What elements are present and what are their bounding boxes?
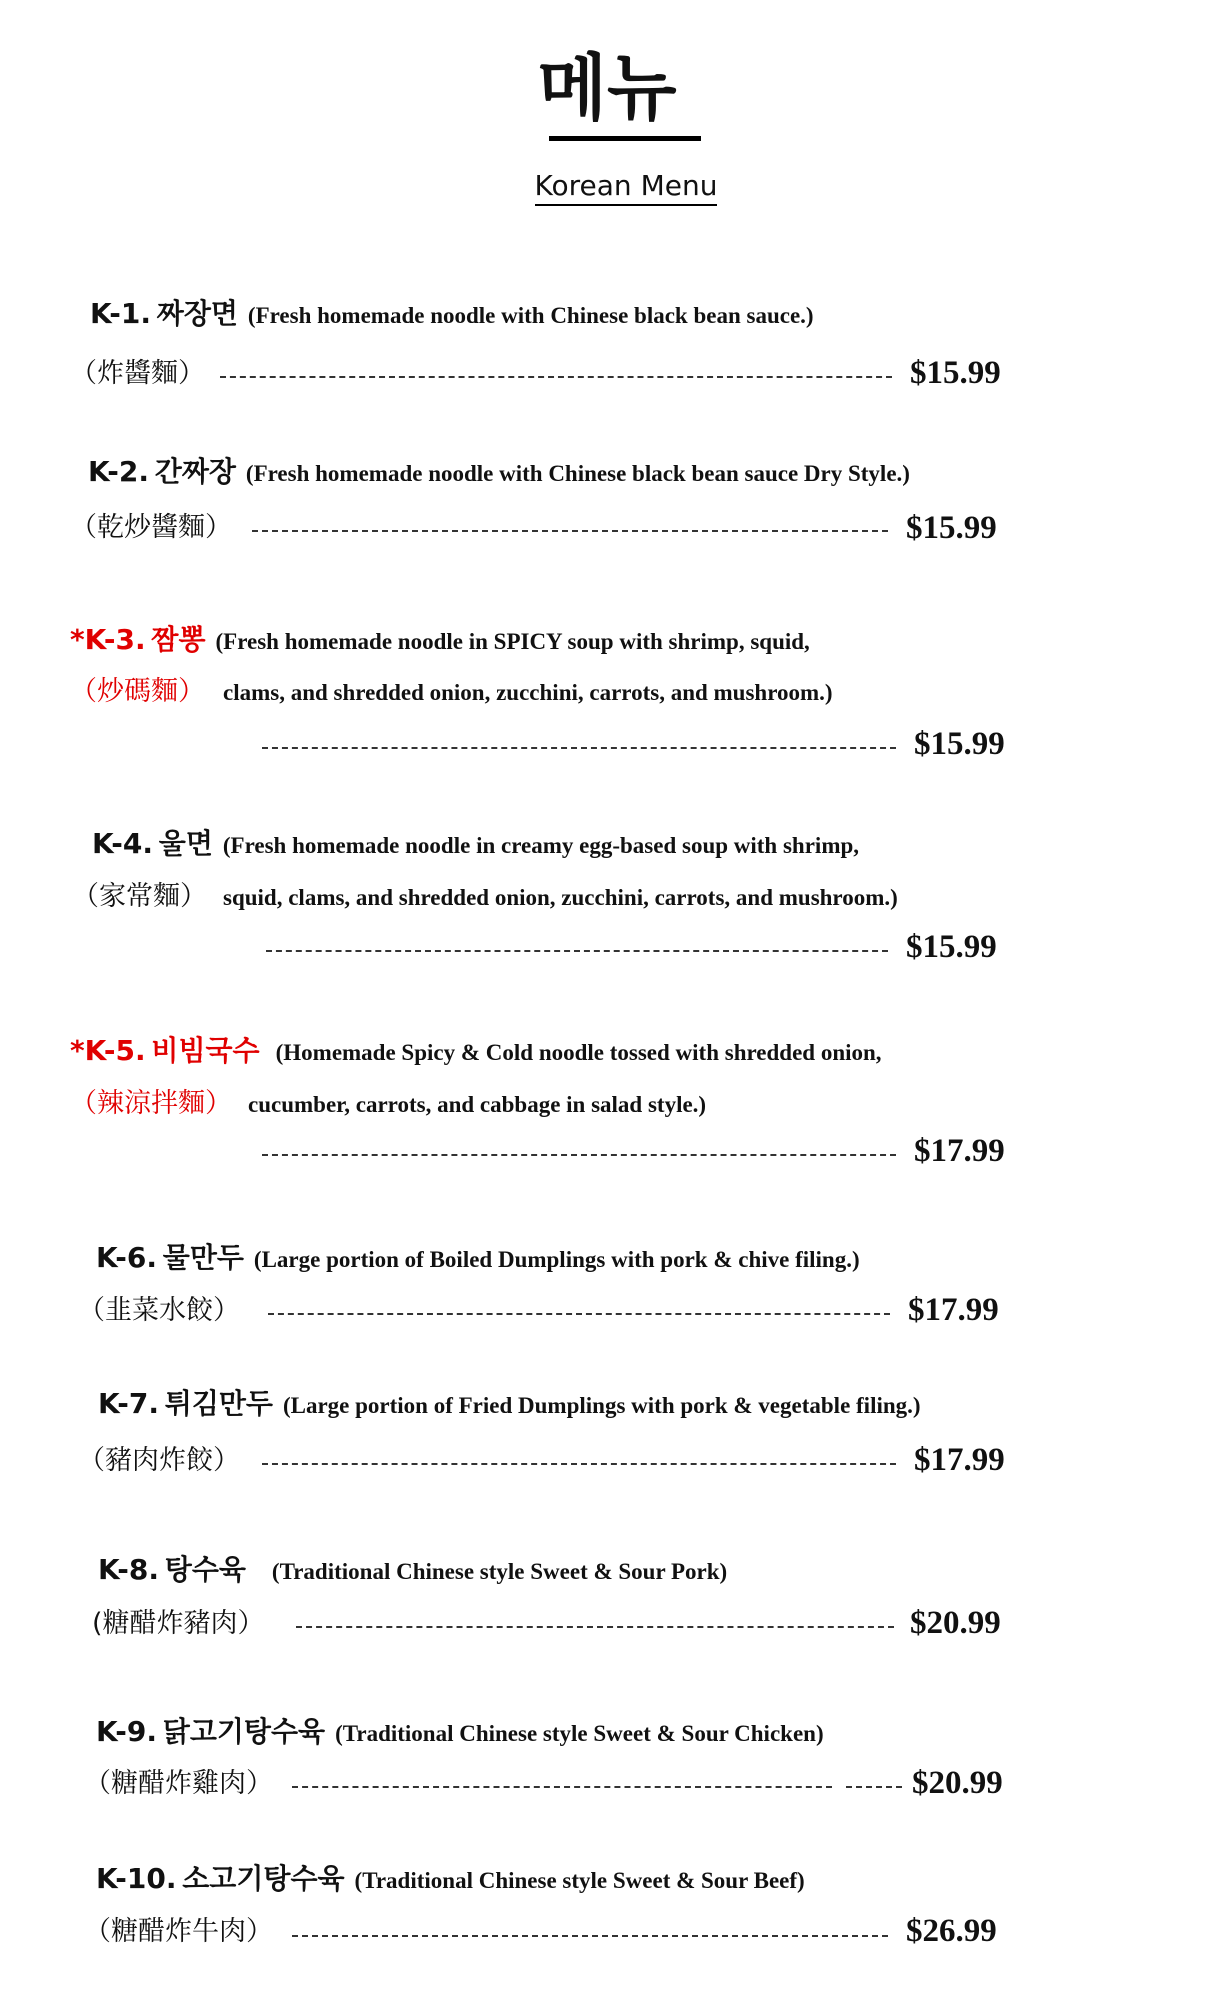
item-code: K-8. [98, 1553, 160, 1586]
item-k6-name-line [96, 1241, 860, 1274]
item-description-cont: squid, clams, and shredded onion, zucchini, carrots, and mushroom.) [223, 885, 898, 910]
item-chinese-name: （炒碼麵） [70, 676, 205, 707]
item-korean-name: 짜장면 [156, 297, 238, 330]
item-description: (Homemade Spicy & Cold noodle tossed with shredded onion, [275, 1040, 882, 1065]
item-k8-name-line [98, 1553, 728, 1586]
item-k6-chinese-name: （韭菜水餃） [78, 1295, 240, 1326]
item-code: K-10. [96, 1862, 177, 1895]
price-leader [268, 1313, 890, 1315]
item-code: K-9. [96, 1715, 158, 1748]
item-k2-name-line [88, 455, 910, 488]
item-korean-name: 비빔국수 [151, 1034, 260, 1067]
price-leader [262, 1463, 896, 1465]
item-code: K-4. [92, 827, 154, 860]
item-description: (Traditional Chinese style Sweet & Sour Beef) [354, 1868, 805, 1893]
item-k7-price: $17.99 [914, 1442, 1005, 1478]
item-korean-name: 짬뽕 [151, 623, 206, 656]
item-korean-name: 탕수육 [164, 1553, 246, 1586]
item-k2-chinese-name: （乾炒醬麵） [70, 512, 232, 543]
item-code: K-2. [88, 455, 150, 488]
item-k10-price: $26.99 [906, 1913, 997, 1949]
item-k5-name-line [70, 1034, 882, 1067]
item-code: K-7. [98, 1387, 160, 1420]
item-description: (Traditional Chinese style Sweet & Sour Chicken) [335, 1721, 824, 1746]
item-k4-name-line [92, 827, 860, 860]
price-leader [296, 1626, 894, 1628]
item-code: *K-3. [70, 623, 146, 656]
item-description: (Large portion of Boiled Dumplings with pork & chive filing.) [253, 1247, 860, 1272]
item-k1-price: $15.99 [910, 355, 1001, 391]
item-k10-name-line [96, 1862, 805, 1895]
title-underline [549, 136, 701, 141]
item-k10-chinese-name: （糖醋炸牛肉） [84, 1916, 273, 1947]
item-k5-price: $17.99 [914, 1133, 1005, 1169]
item-korean-name: 간짜장 [154, 455, 236, 488]
price-leader [262, 1154, 896, 1156]
item-korean-name: 닭고기탕수육 [162, 1715, 326, 1748]
item-k3-price: $15.99 [914, 726, 1005, 762]
menu-subtitle-text: Korean Menu [535, 169, 718, 206]
price-leader [846, 1786, 902, 1788]
price-leader [292, 1786, 832, 1788]
price-leader [262, 747, 896, 749]
item-k9-price: $20.99 [912, 1765, 1003, 1801]
item-k5-second-line [70, 1090, 706, 1117]
item-k4-second-line [72, 883, 898, 910]
item-description: (Fresh homemade noodle with Chinese black bean sauce.) [247, 303, 814, 328]
item-description: (Large portion of Fried Dumplings with pork & vegetable filing.) [282, 1393, 921, 1418]
item-code: K-6. [96, 1241, 158, 1274]
item-description-cont: cucumber, carrots, and cabbage in salad style.) [248, 1092, 707, 1117]
item-k3-second-line [70, 678, 833, 705]
item-code: *K-5. [70, 1034, 146, 1067]
item-korean-name: 물만두 [162, 1241, 244, 1274]
item-k8-price: $20.99 [910, 1605, 1001, 1641]
item-description-cont: clams, and shredded onion, zucchini, carrots, and mushroom.) [223, 680, 833, 705]
price-leader [252, 530, 888, 532]
item-k7-name-line [98, 1387, 921, 1420]
item-k7-chinese-name: （豬肉炸餃） [78, 1445, 240, 1476]
item-korean-name: 울면 [158, 827, 213, 860]
item-description: (Traditional Chinese style Sweet & Sour Pork) [271, 1559, 728, 1584]
menu-title: 메뉴 [537, 46, 677, 130]
item-description: (Fresh homemade noodle with Chinese black bean sauce Dry Style.) [245, 461, 910, 486]
item-k2-price: $15.99 [906, 510, 997, 546]
item-k8-chinese-name: (糖醋炸豬肉） [92, 1608, 265, 1639]
price-leader [292, 1935, 888, 1937]
item-k6-price: $17.99 [908, 1292, 999, 1328]
item-k3-name-line [70, 623, 810, 656]
item-k4-price: $15.99 [906, 929, 997, 965]
item-k1-name-line [90, 297, 814, 330]
item-chinese-name: （辣涼拌麵） [70, 1088, 232, 1119]
price-leader [220, 376, 892, 378]
item-k9-chinese-name: （糖醋炸雞肉） [84, 1768, 273, 1799]
item-description: (Fresh homemade noodle in creamy egg-based soup with shrimp, [222, 833, 860, 858]
item-chinese-name: （家常麵） [72, 881, 207, 912]
item-k1-chinese-name: （炸醬麵） [70, 358, 205, 389]
item-k9-name-line [96, 1715, 824, 1748]
item-description: (Fresh homemade noodle in SPICY soup with shrimp, squid, [215, 629, 810, 654]
item-code: K-1. [90, 297, 152, 330]
menu-subtitle [0, 169, 1214, 202]
item-korean-name: 튀김만두 [164, 1387, 273, 1420]
price-leader [266, 950, 888, 952]
item-korean-name: 소고기탕수육 [182, 1862, 345, 1895]
